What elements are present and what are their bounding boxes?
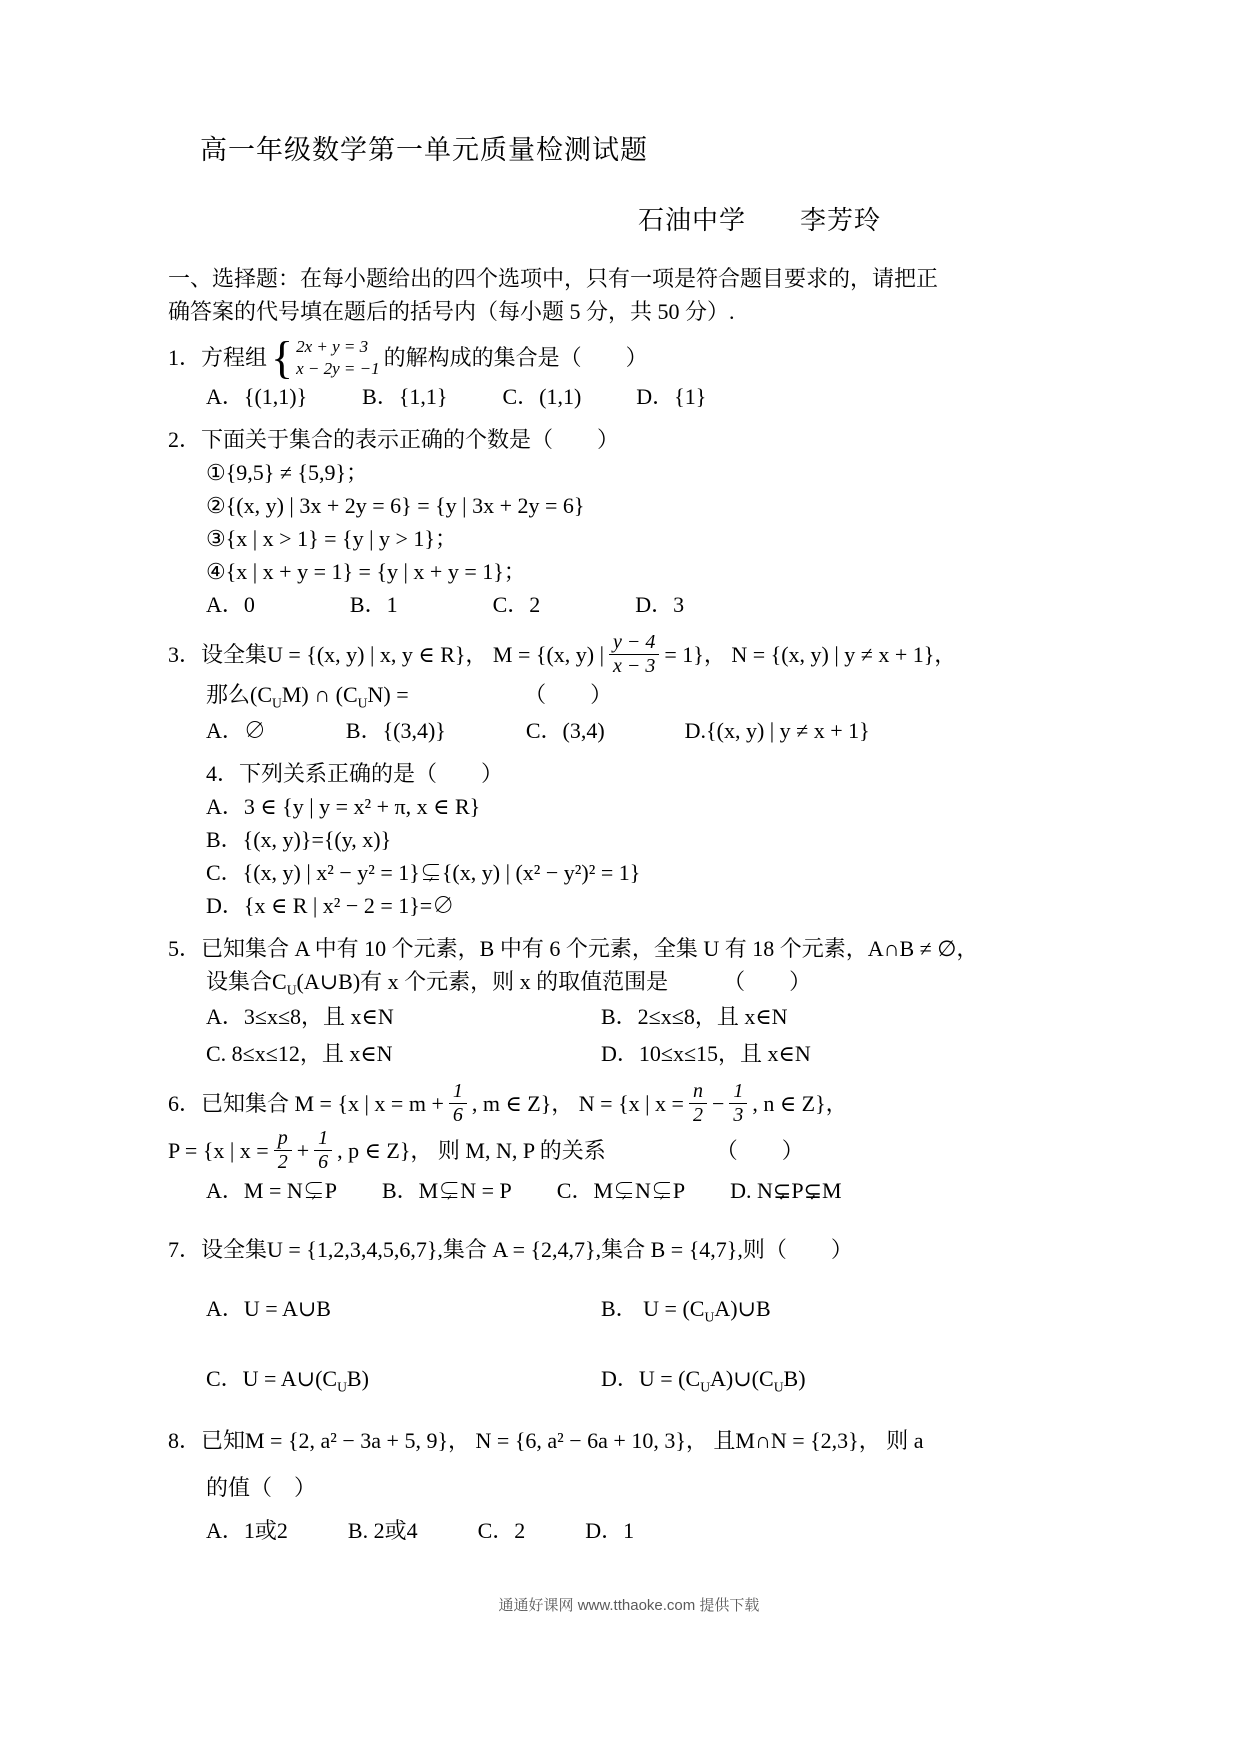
equation-bottom: x − 2y = −1	[296, 358, 380, 378]
fraction-denominator: 2	[692, 1104, 703, 1127]
question-8-option-d: D．1	[585, 1518, 635, 1544]
question-6-stem-line-2	[168, 1127, 1090, 1174]
answer-blank: （ ）	[715, 1138, 804, 1164]
question-2-stem: 2．下面关于集合的表示正确的个数是（ ）	[168, 426, 620, 452]
question-2-option-d: D．3	[635, 591, 685, 617]
question-6-line-2-pre: P = {x | x =	[168, 1138, 269, 1164]
question-7-stem: 7．设全集U = {1,2,3,4,5,6,7},集合 A = {2,4,7},集合 B = {4,7},则（ ）	[168, 1237, 853, 1263]
question-1-option-c: C．(1,1)	[502, 383, 582, 409]
question-8-options	[168, 1514, 1090, 1547]
question-3	[168, 631, 1090, 747]
question-2-item-1: ①{9,5} ≠ {5,9}；	[206, 459, 369, 485]
question-1-option-a: A．{(1,1)}	[206, 383, 308, 409]
byline: 石油中学 李芳玲	[638, 205, 882, 235]
fraction-denominator: 6	[452, 1104, 463, 1127]
question-3-option-a: A．∅	[206, 717, 266, 743]
question-4-option-a: A．3 ∈ {y | y = x² + π, x ∈ R}	[206, 793, 481, 819]
question-1-option-b: B．{1,1}	[362, 383, 448, 409]
question-1-tail: 的解构成的集合是（ ）	[383, 345, 648, 371]
answer-blank: （ ）	[524, 681, 613, 707]
question-4-option-c: C．{(x, y) | x² − y² = 1}⊊{(x, y) | (x² − y²)² = 1}	[206, 859, 641, 885]
fraction-denominator: 2	[277, 1151, 288, 1174]
question-4	[168, 757, 1090, 922]
question-8	[168, 1424, 1090, 1547]
fraction	[314, 1127, 332, 1174]
system-equations	[296, 336, 380, 380]
question-7-option-c: C．$U = A\cup(C_UB)$	[206, 1366, 369, 1395]
question-5-stem-line-2: 设集合$C_U(A\cup B)$有 x 个元素，则 x 的取值范围是 （ ）	[206, 968, 812, 997]
question-1-label: 1．方程组	[168, 345, 268, 371]
intro-line-2: 确答案的代号填在题后的括号内（每小题 5 分，共 50 分）.	[168, 298, 735, 324]
question-6-option-c: C．M⊊N⊊P	[556, 1178, 686, 1204]
question-6-mid-2: , n ∈ Z}，	[752, 1091, 848, 1117]
question-4-option-b: B．{(x, y)}={(y, x)}	[206, 826, 392, 852]
question-1-stem	[168, 332, 1090, 384]
equation-system	[271, 332, 380, 384]
question-5-stem-line-1: 5．已知集合 A 中有 10 个元素，B 中有 6 个元素，全集 U 有 18 个元素，A∩B ≠ ∅，	[168, 935, 979, 961]
question-6	[168, 1080, 1090, 1207]
question-3-options	[168, 714, 1090, 747]
question-8-stem-line-2: 的值（ ）	[206, 1475, 317, 1501]
question-6-line-2-post: , p ∈ Z}， 则 M, N, P 的关系	[337, 1138, 606, 1164]
question-6-option-a: A．M = N⊊P	[206, 1178, 337, 1204]
fraction	[689, 1080, 707, 1127]
question-1	[168, 332, 1090, 413]
fraction-denominator: 6	[318, 1151, 329, 1174]
footer: 通通好课网 www.tthaoke.com 提供下载	[498, 1597, 760, 1615]
question-2-item-4: ④{x | x + y = 1} = {y | x + y = 1}；	[206, 558, 526, 584]
question-5-options	[168, 1000, 1090, 1070]
question-2-option-b: B．1	[349, 591, 398, 617]
question-7-option-b: B． $U = (C_UA)\cup B$	[601, 1296, 771, 1325]
fraction	[274, 1127, 292, 1174]
question-7-option-d: D．$U = (C_UA)\cup(C_UB)$	[601, 1366, 806, 1395]
question-3-stem-rest: = 1}， N = {(x, y) | y ≠ x + 1}，	[664, 641, 957, 667]
fraction-numerator: 1	[729, 1080, 747, 1104]
fraction	[449, 1080, 467, 1127]
section-intro	[168, 262, 1090, 328]
question-3-option-b: B．{(3,4)}	[345, 717, 446, 743]
question-8-option-c: C．2	[477, 1518, 526, 1544]
fraction-denominator: x − 3	[613, 654, 656, 677]
question-2-item-3: ③{x | x > 1} = {y | y > 1}；	[206, 525, 457, 551]
fraction	[729, 1080, 747, 1127]
fraction-numerator: n	[689, 1080, 707, 1104]
question-6-stem-line-1	[168, 1080, 1090, 1127]
question-3-option-d: D.{(x, y) | y ≠ x + 1}	[684, 717, 870, 743]
question-5-option-a: A．3≤x≤8，且 x∈N	[206, 1004, 394, 1030]
equation-top: 2x + y = 3	[296, 336, 369, 356]
question-5-option-b: B．2≤x≤8，且 x∈N	[601, 1004, 788, 1030]
question-4-stem: 4．下列关系正确的是（ ）	[206, 760, 504, 786]
question-8-option-b: B. 2或4	[347, 1518, 418, 1544]
brace-icon: {	[271, 332, 294, 384]
fraction-numerator: 1	[314, 1127, 332, 1151]
question-8-stem-line-1: 8．已知M = {2, a² − 3a + 5, 9}， N = {6, a² − 6a + 10, 3}， 且M∩N = {2,3}， 则 a	[168, 1428, 924, 1454]
question-3-expression: 那么$(C_UM)$ ∩ $(C_UN)$ =	[206, 681, 409, 711]
question-6-label: 6．已知集合 M = {x | x = m +	[168, 1091, 444, 1117]
question-5-option-d: D．10≤x≤15，且 x∈N	[601, 1041, 811, 1067]
question-5-option-c: C. 8≤x≤12，且 x∈N	[206, 1041, 393, 1067]
fraction-numerator: p	[274, 1127, 292, 1151]
fraction-denominator: 3	[733, 1104, 744, 1127]
question-2-options	[168, 588, 1090, 621]
question-2-item-2: ②{(x, y) | 3x + 2y = 6} = {y | 3x + 2y = 6}	[206, 492, 585, 518]
question-1-option-d: D．{1}	[636, 383, 707, 409]
question-3-stem	[168, 631, 1090, 678]
question-7	[168, 1233, 1090, 1398]
question-6-option-b: B．M⊊N = P	[381, 1178, 512, 1204]
question-6-mid-1: , m ∈ Z}， N = {x | x =	[471, 1091, 684, 1117]
question-8-option-a: A．1或2	[206, 1518, 288, 1544]
fraction-numerator: y − 4	[609, 631, 659, 655]
question-3-line-2	[168, 678, 1090, 714]
question-7-options	[168, 1292, 1090, 1398]
page-title: 高一年级数学第一单元质量检测试题	[200, 135, 648, 165]
question-2	[168, 423, 1090, 621]
question-2-option-a: A．0	[206, 591, 255, 617]
question-2-option-c: C．2	[492, 591, 541, 617]
question-7-option-a: A．U = A∪B	[206, 1296, 331, 1322]
question-3-label: 3．设全集U = {(x, y) | x, y ∈ R}， M = {(x, y) |	[168, 641, 605, 667]
question-3-option-c: C．(3,4)	[525, 717, 605, 743]
question-6-options	[168, 1174, 1090, 1207]
question-4-option-d: D．{x ∈ R | x² − 2 = 1}=∅	[206, 892, 455, 918]
fraction	[609, 631, 659, 678]
intro-line-1: 一、选择题：在每小题给出的四个选项中，只有一项是符合题目要求的，请把正	[168, 265, 939, 291]
question-5	[168, 932, 1090, 1071]
question-6-option-d: D. N⊊P⊊M	[730, 1178, 842, 1204]
plus-sign: +	[296, 1138, 310, 1164]
minus-sign: −	[711, 1091, 725, 1117]
question-1-options	[168, 380, 1090, 413]
fraction-numerator: 1	[449, 1080, 467, 1104]
